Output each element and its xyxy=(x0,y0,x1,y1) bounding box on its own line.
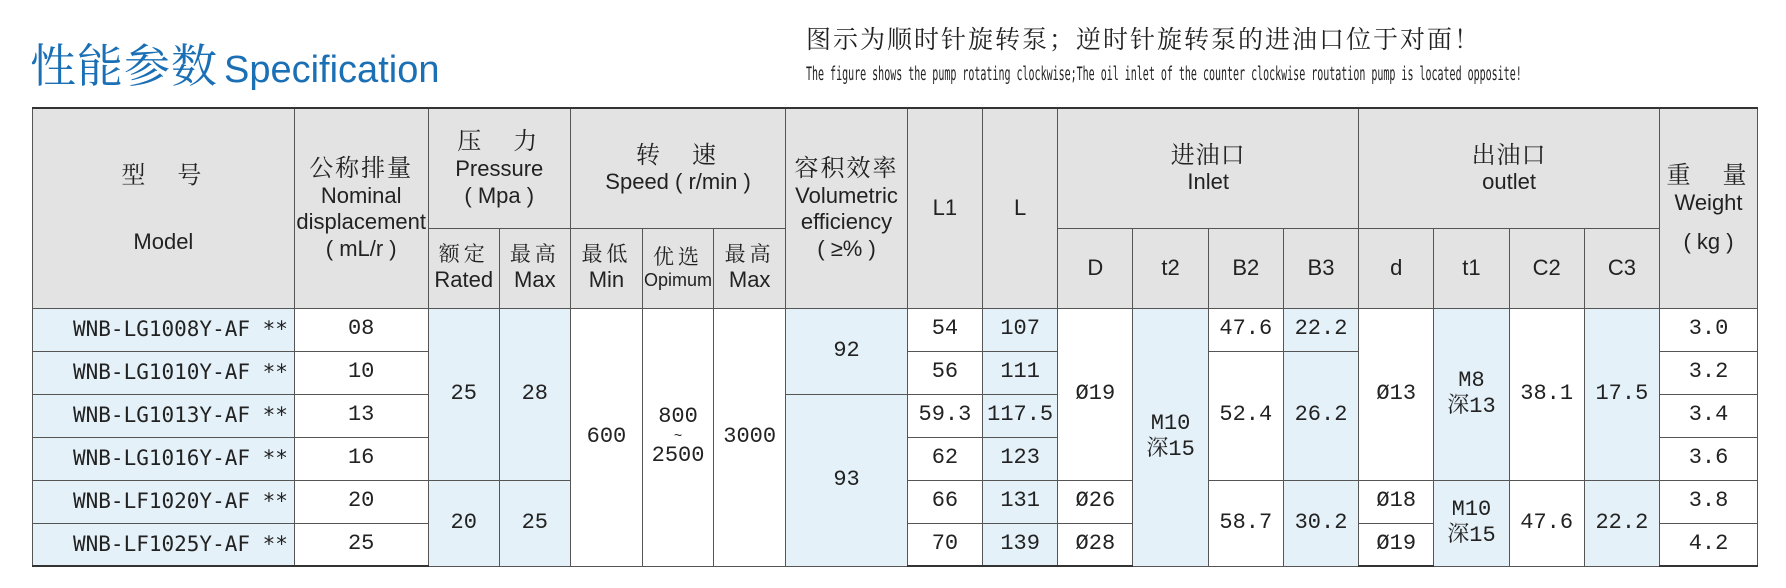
inlet-b2-cell: 47.6 xyxy=(1208,308,1283,351)
weight-cell: 4.2 xyxy=(1660,523,1758,566)
l1-cell: 56 xyxy=(907,351,982,394)
max-pressure-cell: 25 xyxy=(499,480,570,566)
title-en: Specification xyxy=(224,49,440,91)
outlet-t1-header: t1 xyxy=(1434,228,1509,308)
l1-cell: 66 xyxy=(907,480,982,523)
displacement-cell: 08 xyxy=(294,308,428,351)
inlet-t2-cell: M10 深15 xyxy=(1133,308,1208,566)
speed-header: 转 速 Speed ( r/min ) xyxy=(570,108,785,228)
page-title xyxy=(30,30,439,96)
outlet-c3-cell: 22.2 xyxy=(1584,480,1659,566)
pressure-header: 压 力 Pressure ( Mpa ) xyxy=(428,108,570,228)
displacement-cell: 13 xyxy=(294,394,428,437)
inlet-b3-cell: 26.2 xyxy=(1283,351,1358,480)
title-cn: 性能参数 xyxy=(30,39,218,93)
model-cell: WNB-LF1025Y-AF ** xyxy=(33,523,295,566)
optimum-speed-cell: 800 ~ 2500 xyxy=(643,308,714,566)
displacement-cell: 25 xyxy=(294,523,428,566)
specification-table xyxy=(32,107,1758,567)
min-speed-cell: 600 xyxy=(570,308,642,566)
model-cell: WNB-LG1013Y-AF ** xyxy=(33,394,295,437)
l-cell: 111 xyxy=(983,351,1058,394)
l-header: L xyxy=(983,108,1058,308)
l1-cell: 54 xyxy=(907,308,982,351)
rated-pressure-cell: 20 xyxy=(428,480,499,566)
l-cell: 123 xyxy=(983,437,1058,480)
inlet-b2-header: B2 xyxy=(1208,228,1283,308)
weight-cell: 3.2 xyxy=(1660,351,1758,394)
outlet-d-cell: Ø13 xyxy=(1359,308,1434,480)
rated-header: 额定 Rated xyxy=(428,228,499,308)
weight-cell: 3.6 xyxy=(1660,437,1758,480)
inlet-b3-header: B3 xyxy=(1283,228,1358,308)
displacement-cell: 16 xyxy=(294,437,428,480)
table-row xyxy=(33,308,1758,351)
inlet-t2-header: t2 xyxy=(1133,228,1208,308)
outlet-d-cell: Ø18 xyxy=(1359,480,1434,523)
model-cell: WNB-LF1020Y-AF ** xyxy=(33,480,295,523)
l-cell: 107 xyxy=(983,308,1058,351)
inlet-header: 进油口 Inlet xyxy=(1058,108,1359,228)
inlet-b2-cell: 58.7 xyxy=(1208,480,1283,566)
inlet-b2-cell: 52.4 xyxy=(1208,351,1283,480)
max-pressure-header: 最高 Max xyxy=(499,228,570,308)
l1-header: L1 xyxy=(907,108,982,308)
efficiency-cell: 93 xyxy=(786,394,908,566)
rated-pressure-cell: 25 xyxy=(428,308,499,480)
weight-cell: 3.8 xyxy=(1660,480,1758,523)
efficiency-header: 容积效率 Volumetric efficiency ( ≥% ) xyxy=(786,108,908,308)
outlet-t1-cell: M10 深15 xyxy=(1434,480,1509,566)
l-cell: 131 xyxy=(983,480,1058,523)
rotation-note-en: The figure shows the pump rotating clockwise;The oil inlet of the counter clockwise routation pump is located opposite! xyxy=(806,64,1522,85)
weight-cell: 3.4 xyxy=(1660,394,1758,437)
model-cell: WNB-LG1016Y-AF ** xyxy=(33,437,295,480)
l1-cell: 62 xyxy=(907,437,982,480)
optimum-speed-header: 优选 Opimum xyxy=(643,228,714,308)
model-cell: WNB-LG1010Y-AF ** xyxy=(33,351,295,394)
efficiency-cell: 92 xyxy=(786,308,908,394)
displacement-header: 公称排量 Nominal displacement ( mL/r ) xyxy=(294,108,428,308)
outlet-c2-cell: 38.1 xyxy=(1509,308,1584,480)
weight-cell: 3.0 xyxy=(1660,308,1758,351)
outlet-d-header: d xyxy=(1359,228,1434,308)
outlet-d-cell: Ø19 xyxy=(1359,523,1434,566)
displacement-cell: 10 xyxy=(294,351,428,394)
model-header: 型 号 Model xyxy=(33,108,295,308)
inlet-b3-cell: 30.2 xyxy=(1283,480,1358,566)
l-cell: 117.5 xyxy=(983,394,1058,437)
rotation-note-cn: 图示为顺时针旋转泵；逆时针旋转泵的进油口位于对面！ xyxy=(806,25,1482,54)
inlet-d-cell: Ø28 xyxy=(1058,523,1133,566)
l-cell: 139 xyxy=(983,523,1058,566)
weight-header: 重 量 Weight ( kg ) xyxy=(1660,108,1758,308)
model-cell: WNB-LG1008Y-AF ** xyxy=(33,308,295,351)
outlet-c2-header: C2 xyxy=(1509,228,1584,308)
inlet-d-header: D xyxy=(1058,228,1133,308)
inlet-d-cell: Ø19 xyxy=(1058,308,1133,480)
outlet-c2-cell: 47.6 xyxy=(1509,480,1584,566)
outlet-c3-cell: 17.5 xyxy=(1584,308,1659,480)
l1-cell: 59.3 xyxy=(907,394,982,437)
inlet-b3-cell: 22.2 xyxy=(1283,308,1358,351)
displacement-cell: 20 xyxy=(294,480,428,523)
max-speed-header: 最高 Max xyxy=(714,228,786,308)
inlet-d-cell: Ø26 xyxy=(1058,480,1133,523)
outlet-header: 出油口 outlet xyxy=(1359,108,1660,228)
min-speed-header: 最低 Min xyxy=(570,228,642,308)
max-pressure-cell: 28 xyxy=(499,308,570,480)
max-speed-cell: 3000 xyxy=(714,308,786,566)
outlet-t1-cell: M8 深13 xyxy=(1434,308,1509,480)
outlet-c3-header: C3 xyxy=(1584,228,1659,308)
l1-cell: 70 xyxy=(907,523,982,566)
